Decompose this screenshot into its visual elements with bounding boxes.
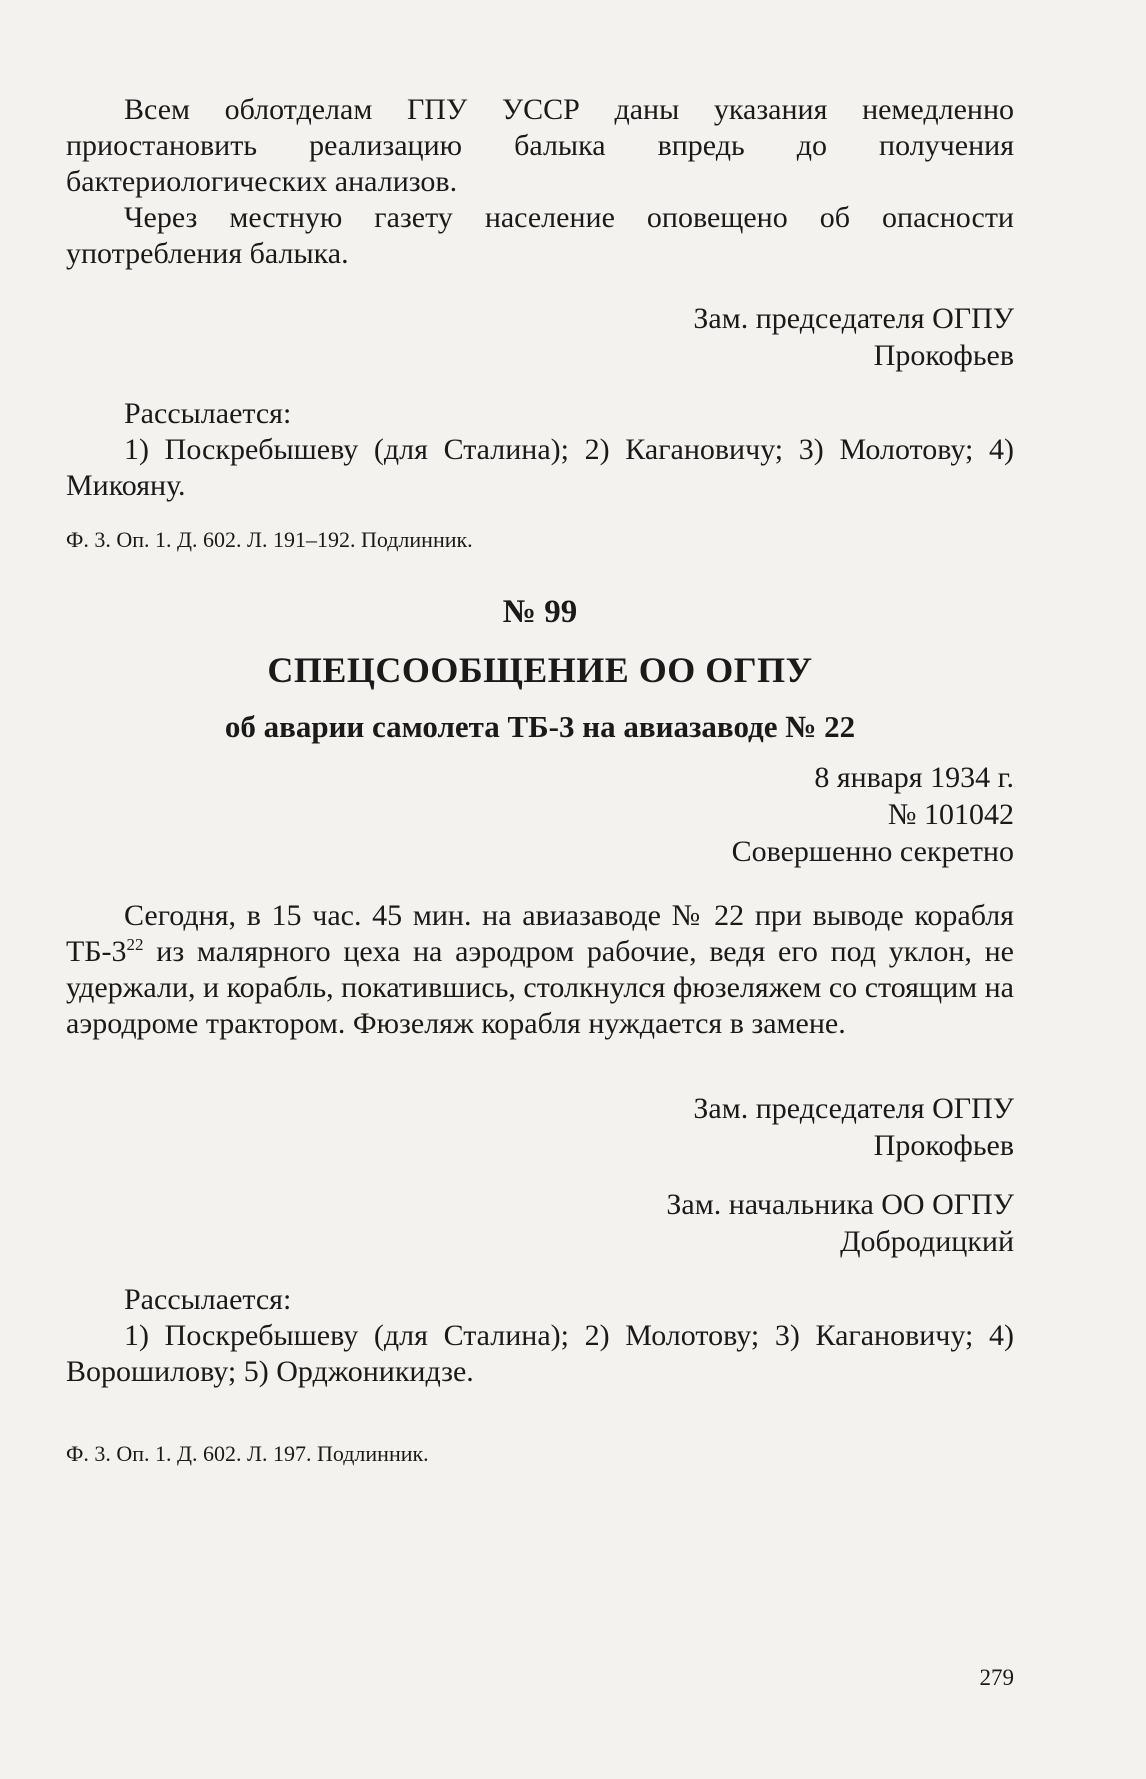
signature1-name: Прокофьев (873, 1129, 1014, 1162)
paragraph-newspaper: Через местную газету население оповещено об опасности употребления балыка. (66, 201, 1014, 270)
page-number: 279 (979, 1665, 1014, 1690)
distribution-label: Рассылается: (124, 397, 292, 430)
signature-name: Прокофьев (873, 339, 1014, 372)
distribution-label-2: Рассылается: (124, 1283, 292, 1316)
footnote-ref: 22 (126, 935, 144, 954)
paragraph-instructions: Всем облотделам ГПУ УССР даны указания немедленно приостановить реализацию балыка впредь до получения бактериологических анализов. (66, 93, 1014, 198)
report-body (66, 898, 1014, 1042)
document-title: СПЕЦСООБЩЕНИЕ ОО ОГПУ (267, 650, 813, 690)
report-body-end: из малярного цеха на аэродром рабочие, ведя его под уклон, не удержали, и корабль, покатившись, столкнулся фюзеляжем со стоящим на аэродроме трактором. Фюзеляж корабля нуждается в замене. (66, 935, 1014, 1040)
report-body-start: Сегодня, в 15 час. 45 мин. на авиазаводе № 22 при выводе корабля ТБ-3 (66, 899, 1014, 968)
signature2-name: Добродицкий (840, 1225, 1014, 1258)
secrecy-stamp: Совершенно секретно (731, 835, 1014, 868)
signature1-title: Зам. председателя ОГПУ (693, 1092, 1014, 1125)
distribution-list: 1) Поскребышеву (для Сталина); 2) Кагановичу; 3) Молотову; 4) Микояну. (66, 433, 1014, 502)
signature2-title: Зам. начальника ОО ОГПУ (666, 1188, 1014, 1221)
document-number: № 99 (502, 594, 578, 630)
archival-reference: Ф. 3. Оп. 1. Д. 602. Л. 191–192. Подлинник. (66, 527, 473, 552)
registration-number: № 101042 (887, 798, 1014, 831)
distribution-list-2: 1) Поскребышеву (для Сталина); 2) Молотову; 3) Кагановичу; 4) Ворошилову; 5) Орджоникидзе. (66, 1319, 1014, 1388)
document-date: 8 января 1934 г. (814, 761, 1014, 794)
signature-title: Зам. председателя ОГПУ (693, 302, 1014, 335)
document-subtitle: об аварии самолета ТБ-3 на авиазаводе № 22 (224, 709, 856, 744)
archival-reference-2: Ф. 3. Оп. 1. Д. 602. Л. 197. Подлинник. (66, 1441, 429, 1466)
